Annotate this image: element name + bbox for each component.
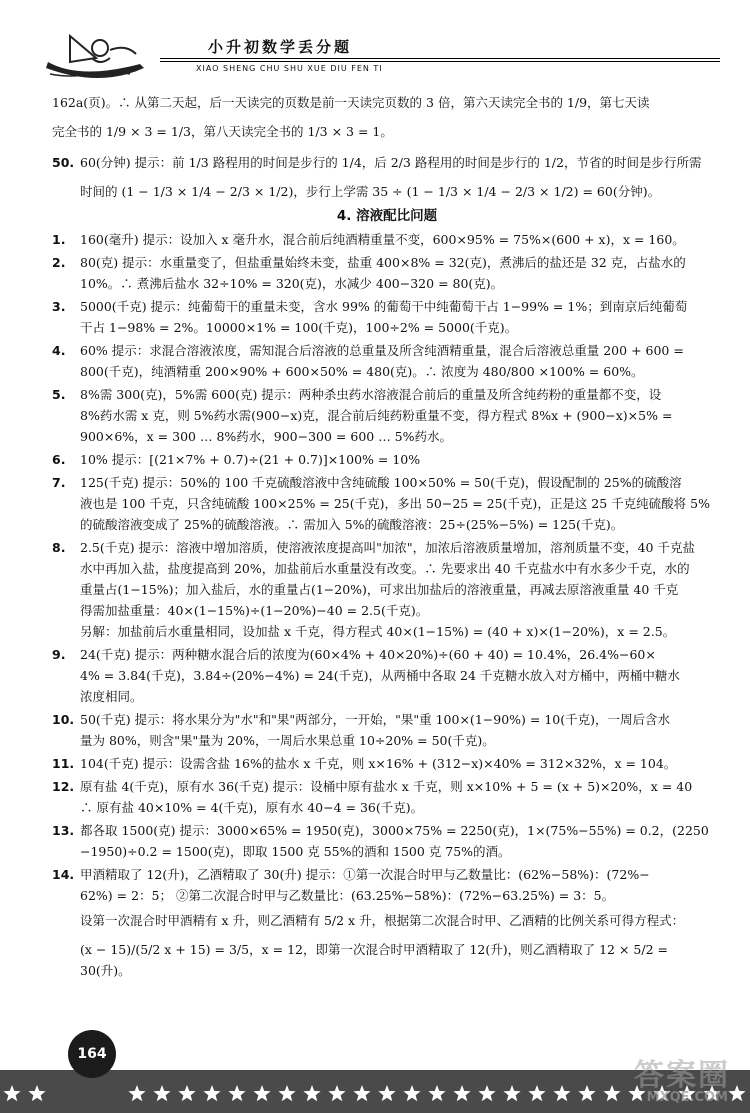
header-rule-thin [160,61,720,62]
item-line: 浓度相同。 [80,689,143,704]
answer-content [52,92,722,981]
item-line: 5000(千克) 提示：纯葡萄干的重量未变，含水 99% 的葡萄干中纯葡萄干占 1−99% = 1%；到南京后纯葡萄 [80,299,688,314]
item-number: 13. [52,823,75,838]
item-line: 4% = 3.84(千克)，3.84÷(20%−4%) = 24(千克)，从两桶中各取 24 千克糖水放入对方桶中，两桶中糖水 [80,668,680,683]
item-line: 60% 提示：求混合溶液浓度，需知混合后溶液的总重量及所含纯酒精重量，混合后溶液总重量 200 + 600 = [80,343,684,358]
item-line: 160(毫升) 提示：设加入 x 毫升水，混合前后纯酒精重量不变，600×95% = 75%×(600 + x)，x = 160。 [80,232,685,247]
item-number: 3. [52,299,66,314]
item-line: 24(千克) 提示：两种糖水混合后的浓度为(60×4% + 40×20%)÷(60 + 40) = 10.4%，26.4%−60× [80,647,656,662]
item-line: 时间的 (1 − 1/3 × 1/4 − 2/3 × 1/2)，步行上学需 35 ÷ (1 − 1/3 × 1/4 − 2/3 × 1/2) = 60(分钟)。 [80,184,661,199]
item-number: 6. [52,452,66,467]
answer-item [52,644,722,707]
watermark-url: MXQE.COM [646,1090,728,1105]
item-number: 4. [52,343,66,358]
item-number: 1. [52,232,66,247]
tail-line: (x − 15)/(5/2 x + 15) = 3/5，x = 12，即第一次混合时甲酒精取了 12(升)，则乙酒精取了 12 × 5/2 = 30(升)。 [80,942,668,978]
item-line: −1950)÷0.2 = 1500(克)，即取 1500 克 55%的酒和 1500 克 75%的酒。 [80,844,511,859]
answer-item [52,296,722,338]
answer-item [52,449,722,470]
item-number: 5. [52,387,66,402]
answer-item [52,776,722,818]
item-line: 10% 提示：[(21×7% + 0.7)÷(21 + 0.7)]×100% = 10% [80,452,421,467]
item-line: 62%) = 2：5； ②第二次混合时甲与乙数量比：(63.25%−58%)：(72%−63.25%) = 3：5。 [80,888,615,903]
item-line: 都各取 1500(克) 提示：3000×65% = 1950(克)，3000×75% = 2250(克)，1×(75%−55%) = 0.2，(2250 [80,823,709,838]
item-line: 量为 80%，则含"果"量为 20%，一周后水果总重 10÷20% = 50(千克)。 [80,733,495,748]
item-line: 的硫酸溶液变成了 25%的硫酸溶液。∴ 需加入 5%的硫酸溶液：25÷(25%−5%) = 125(千克)。 [80,517,624,532]
page-header [40,18,720,88]
watermark-logo: 答案圈 [634,1058,730,1093]
item-line: 80(克) 提示：水重量变了，但盐重量始终未变，盐重 400×8% = 32(克)，煮沸后的盐还是 32 克，占盐水的 [80,255,686,270]
intro-line: 162a(页)。∴ 从第二天起，后一天读完的页数是前一天读完页数的 3 倍，第六天读完全书的 1/9，第七天读 [52,95,650,110]
item-line: 原有盐 4(千克)，原有水 36(千克) 提示：设桶中原有盐水 x 千克，则 x×10% + 5 = (x + 5)×20%，x = 40 [80,779,693,794]
answer-item [52,229,722,250]
item-line: 另解：加盐前后水重量相同，设加盐 x 千克，得方程式 40×(1−15%) = (40 + x)×(1−20%)，x = 2.5。 [80,624,676,639]
answer-item [52,709,722,751]
item-number: 12. [52,779,75,794]
item-line: 60(分钟) 提示：前 1/3 路程用的时间是步行的 1/4，后 2/3 路程用的时间是步行的 1/2，节省的时间是步行所需 [80,155,702,170]
item-line: 104(千克) 提示：设需含盐 16%的盐水 x 千克，则 x×16% + (312−x)×40% = 312×32%，x = 104。 [80,756,677,771]
answer-item [52,340,722,382]
item-number: 2. [52,255,66,270]
item-line: 得需加盐重量：40×(1−15%)÷(1−20%)−40 = 2.5(千克)。 [80,603,429,618]
item-line: 甲酒精取了 12(升)，乙酒精取了 30(升) 提示：①第一次混合时甲与乙数量比：(62%−58%)：(72%− [80,867,650,882]
item-number: 11. [52,756,75,771]
answer-item [52,384,722,447]
answer-item [52,472,722,535]
item-line: 干占 1−98% = 2%。10000×1% = 100(千克)，100÷2% = 5000(千克)。 [80,320,518,335]
answer-item [52,252,722,294]
answer-item [52,537,722,642]
answer-item-50 [52,152,722,202]
answer-item [52,753,722,774]
boat-mascot-icon [40,18,160,88]
item-line: 2.5(千克) 提示：溶液中增加溶质，使溶液浓度提高叫"加浓"，加浓后溶液质量增加，溶剂质量不变，40 千克盐 [80,540,695,555]
item-line: ∴ 原有盐 40×10% = 4(千克)，原有水 40−4 = 36(千克)。 [80,800,424,815]
item-number: 9. [52,647,66,662]
item-line: 10%。∴ 煮沸后盐水 32÷10% = 320(克)，水减少 400−320 = 80(克)。 [80,276,504,291]
item-line: 8%药水需 x 克，则 5%药水需(900−x)克，混合前后纯药粉重量不变，得方程式 8%x + (900−x)×5% = [80,408,673,423]
item-number: 14. [52,867,75,882]
item-line: 800(千克)，纯酒精重 200×90% + 600×50% = 480(克)。∴ 浓度为 480/800 ×100% = 60%。 [80,364,644,379]
item-line: 液也是 100 千克，只含纯硫酸 100×25% = 25(千克)，多出 50−25 = 25(千克)，正是这 25 千克纯硫酸将 5% [80,496,710,511]
answer-list [52,229,722,906]
section-title: 4. 溶液配比问题 [336,208,438,224]
item-line: 水中再加入盐，盐度提高到 20%，加盐前后水重量没有改变。∴ 先要求出 40 千克盐水中有水多少千克，水的 [80,561,690,576]
item-line: 125(千克) 提示：50%的 100 千克硫酸溶液中含纯硫酸 100×50% = 50(千克)，假设配制的 25%的硫酸溶 [80,475,682,490]
answer-item [52,820,722,862]
answer-item [52,864,722,906]
item-line: 8%需 300(克)，5%需 600(克) 提示：两种杀虫药水溶液混合前后的重量及所含纯药粉的重量都不变，设 [80,387,662,402]
item-line: 50(千克) 提示：将水果分为"水"和"果"两部分，一开始，"果"重 100×(1−90%) = 10(千克)，一周后含水 [80,712,670,727]
tail-line: 设第一次混合时甲酒精有 x 升，则乙酒精有 5/2 x 升，根据第二次混合时甲、乙酒精的比例关系可得方程式： [80,913,685,928]
item-number: 7. [52,475,66,490]
intro-line: 完全书的 1/9 × 3 = 1/3，第八天读完全书的 1/3 × 3 = 1。 [52,124,393,139]
item-number: 50. [52,155,75,170]
book-title-pinyin: XIAO SHENG CHU SHU XUE DIU FEN TI [196,64,383,73]
page-number: 164 [68,1030,116,1078]
item-number: 10. [52,712,75,727]
item-number: 8. [52,540,66,555]
book-title: 小升初数学丢分题 [208,38,353,56]
item-line: 900×6%，x = 300 … 8%药水，900−300 = 600 … 5%药水。 [80,429,453,444]
header-rule [160,58,720,59]
item-line: 重量占(1−15%)；加入盐后，水的重量占(1−20%)，可求出加盐后的溶液重量，再减去原溶液重量 40 千克 [80,582,679,597]
